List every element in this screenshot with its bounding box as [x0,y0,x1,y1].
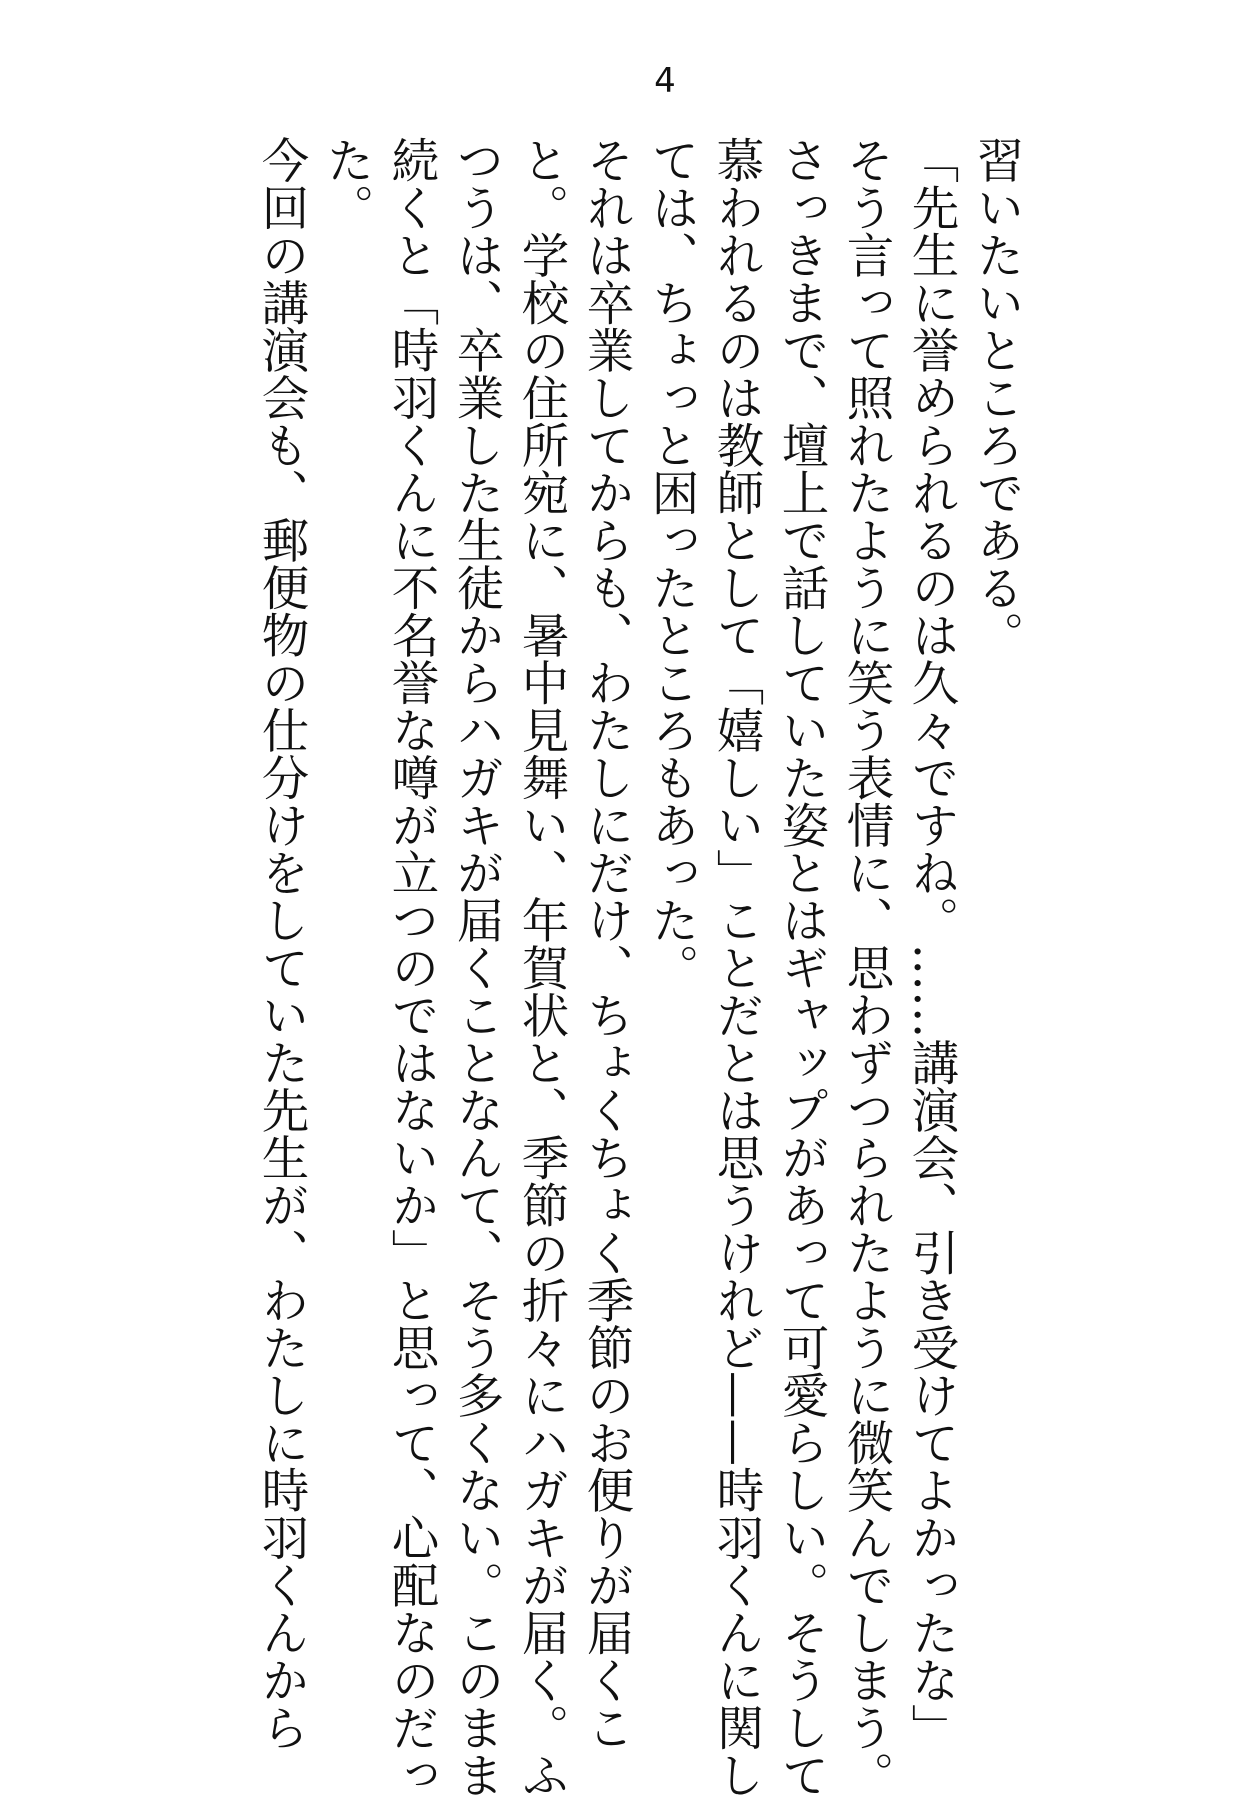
text-line-9: つうは、卒業した生徒からハガキが届くことなんて、そう多くない。このまま [448,136,503,1799]
text-line-8: と。学校の住所宛に、暑中見舞い、年賀状と、季節の折々にハガキが届く。ふ [513,136,568,1799]
text-line-12: 今回の講演会も、郵便物の仕分けをしていた先生が、わたしに時羽くんから [253,136,308,1751]
text-line-6: ては、ちょっと困ったところもあった。 [643,136,698,991]
page-number: 4 [654,61,676,101]
text-line-7: それは卒業してからも、わたしにだけ、ちょくちょく季節のお便りが届くこ [578,136,633,1751]
text-line-1: 習いたいところである。 [968,136,1023,659]
text-line-2: 「先生に誉められるのは久々ですね。……講演会、引き受けてよかったな」 [903,136,958,1751]
text-line-10: 続くと「時羽くんに不名誉な噂が立つのではないか」と思って、心配なのだっ [383,136,438,1799]
text-line-4: さっきまで、壇上で話していた姿とはギャップがあって可愛らしい。そうして [773,136,828,1799]
text-line-3: そう言って照れたように笑う表情に、思わずつられたように微笑んでしまう。 [838,136,893,1799]
vertical-text-body [253,136,1028,1799]
text-line-5: 慕われるのは教師として「嬉しい」ことだとは思うけれど——時羽くんに関し [708,136,763,1799]
text-line-11: た。 [318,136,373,231]
